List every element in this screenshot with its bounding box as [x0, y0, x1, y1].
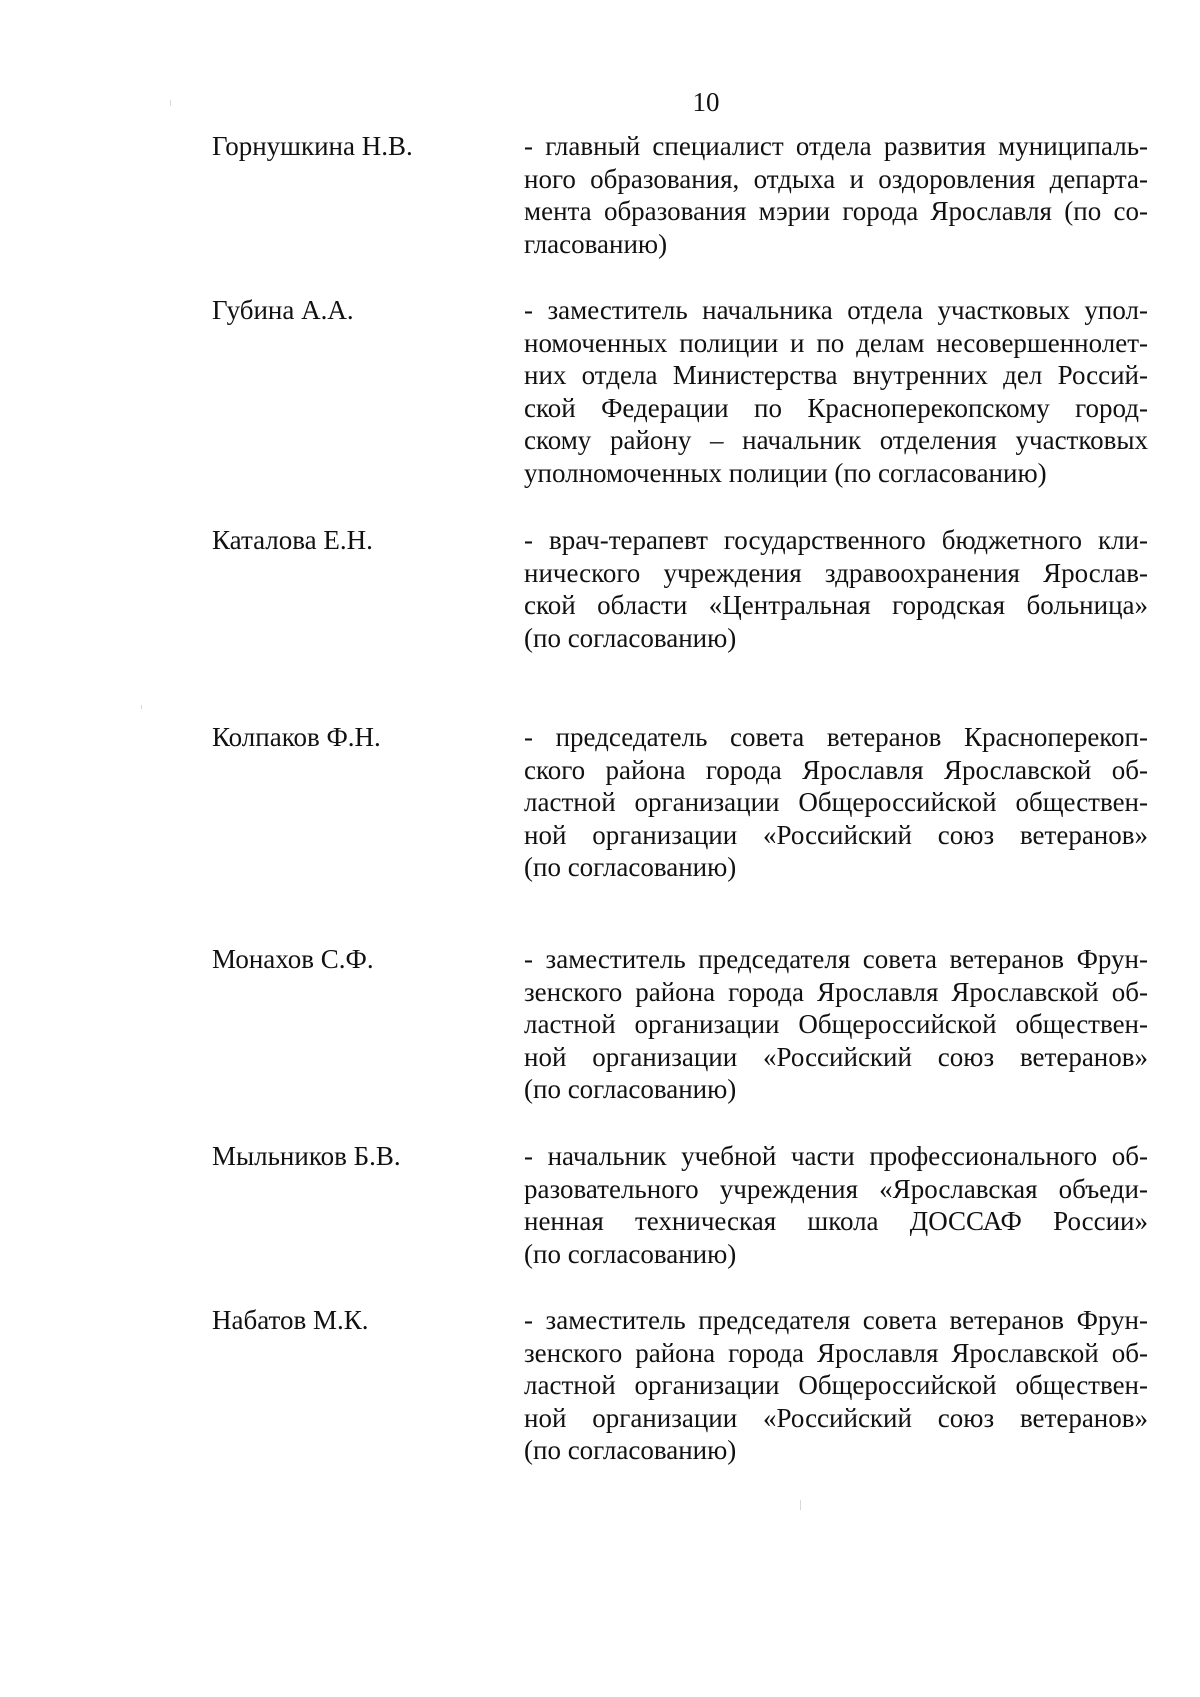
position-line: зенского района города Ярославля Ярославской об- [524, 976, 1148, 1007]
member-name: Губина А.А. [212, 295, 354, 325]
scan-speck [170, 100, 171, 106]
member-position [524, 294, 1148, 490]
position-line: ной организации «Российский союз ветеранов» [524, 1041, 1148, 1072]
position-line: ной организации «Российский союз ветеранов» [524, 1402, 1148, 1433]
position-line: ненная техническая школа ДОССАФ России» [524, 1206, 1148, 1237]
position-line: ского района города Ярославля Ярославской об- [524, 754, 1148, 785]
scan-speck [800, 1500, 801, 1510]
position-line: - врач-терапевт государственного бюджетного кли- [524, 525, 1148, 555]
position-line: скому району – начальник отделения участковых [524, 425, 1148, 456]
position-line: нического учреждения здравоохранения Ярослав- [524, 557, 1148, 588]
position-line: мента образования мэрии города Ярославля (по со- [524, 196, 1148, 227]
position-line: (по согласованию) [524, 622, 737, 653]
member-position [524, 524, 1148, 654]
position-line: (по согласованию) [524, 852, 737, 883]
position-line: ской области «Центральная городская больница» [524, 590, 1148, 621]
position-line: них отдела Министерства внутренних дел Россий- [524, 360, 1148, 391]
member-name: Каталова Е.Н. [212, 525, 373, 555]
position-line: - заместитель начальника отдела участковых упол- [524, 295, 1148, 325]
position-line: (по согласованию) [524, 1238, 737, 1269]
member-name: Горнушкина Н.В. [212, 131, 413, 161]
position-line: гласованию) [524, 228, 668, 259]
member-position [524, 721, 1148, 884]
member-name: Набатов М.К. [212, 1305, 369, 1335]
member-name: Монахов С.Ф. [212, 944, 374, 974]
member-position [524, 943, 1148, 1106]
position-line: (по согласованию) [524, 1074, 737, 1105]
member-position [524, 130, 1148, 260]
scan-speck [141, 705, 142, 709]
position-line: ластной организации Общероссийской обществен- [524, 1009, 1148, 1040]
member-name: Мыльников Б.В. [212, 1141, 401, 1171]
position-line: ской Федерации по Красноперекопскому город- [524, 392, 1148, 423]
position-line: ного образования, отдыха и оздоровления департа- [524, 163, 1148, 194]
position-line: номоченных полиции и по делам несовершеннолет- [524, 327, 1148, 358]
position-line: уполномоченных полиции (по согласованию) [524, 457, 1047, 488]
member-name: Колпаков Ф.Н. [212, 722, 381, 752]
position-line: (по согласованию) [524, 1435, 737, 1466]
position-line: ной организации «Российский союз ветеранов» [524, 819, 1148, 850]
position-line: - председатель совета ветеранов Красноперекоп- [524, 722, 1148, 752]
page-number: 10 [692, 87, 720, 117]
position-line: - заместитель председателя совета ветеранов Фрун- [524, 1305, 1148, 1335]
position-line: зенского района города Ярославля Ярославской об- [524, 1337, 1148, 1368]
position-line: - начальник учебной части профессионального об- [524, 1141, 1148, 1171]
member-position [524, 1304, 1148, 1467]
position-line: разовательного учреждения «Ярославская объеди- [524, 1173, 1148, 1204]
position-line: - заместитель председателя совета ветеранов Фрун- [524, 944, 1148, 974]
position-line: ластной организации Общероссийской обществен- [524, 1370, 1148, 1401]
position-line: - главный специалист отдела развития муниципаль- [524, 131, 1148, 161]
position-line: ластной организации Общероссийской обществен- [524, 787, 1148, 818]
member-position [524, 1140, 1148, 1270]
